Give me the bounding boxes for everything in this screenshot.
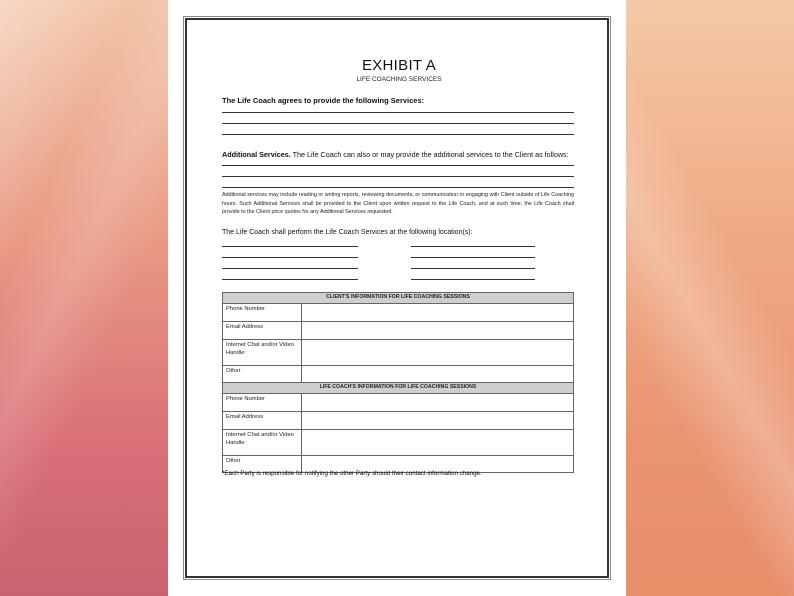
client-email-field[interactable] bbox=[302, 322, 574, 340]
document-subtitle: LIFE COACHING SERVICES bbox=[356, 76, 442, 83]
client-other-field[interactable] bbox=[302, 366, 574, 383]
client-table-header: CLIENT'S INFORMATION FOR LIFE COACHING SESSIONS bbox=[223, 293, 574, 304]
services-line-1 bbox=[222, 112, 574, 113]
coach-email-field[interactable] bbox=[302, 412, 574, 430]
client-phone-field[interactable] bbox=[302, 304, 574, 322]
coach-email-label: Email Address bbox=[223, 412, 302, 430]
location-line-left-2 bbox=[222, 257, 358, 258]
background-left bbox=[0, 0, 168, 596]
coach-table-header: LIFE COACH'S INFORMATION FOR LIFE COACHING SESSIONS bbox=[223, 383, 574, 394]
client-email-label: Email Address bbox=[223, 322, 302, 340]
additional-services-bold: Additional Services. bbox=[222, 150, 291, 159]
location-heading: The Life Coach shall perform the Life Coach Services at the following location(s): bbox=[222, 229, 473, 236]
additional-line-3 bbox=[222, 187, 574, 188]
table-row bbox=[223, 412, 574, 430]
location-line-left-4 bbox=[222, 279, 358, 280]
client-chat-label: Internet Chat and/or Video Handle: bbox=[223, 340, 302, 366]
additional-services-heading bbox=[222, 150, 569, 159]
location-line-right-1 bbox=[411, 246, 535, 247]
services-line-3 bbox=[222, 134, 574, 135]
coach-phone-field[interactable] bbox=[302, 394, 574, 412]
additional-services-paragraph: Additional services may include reading or writing reports, reviewing documents, or communication or engaging with Client outside of Life Coaching hours. Such Additional Services shall be provided to the Client upon written request to the Life Coach, and at such time, the Life Coach shall provide to the Client price quotes for any Additional Services requested. bbox=[222, 192, 574, 215]
location-line-right-2 bbox=[411, 257, 535, 258]
contact-info-table bbox=[222, 292, 574, 473]
coach-chat-field[interactable] bbox=[302, 430, 574, 456]
coach-chat-label: Internet Chat and/or Video Handle: bbox=[223, 430, 302, 456]
table-row bbox=[223, 394, 574, 412]
coach-other-label: Other bbox=[223, 456, 302, 473]
location-line-left-1 bbox=[222, 246, 358, 247]
table-row bbox=[223, 430, 574, 456]
client-chat-field[interactable] bbox=[302, 340, 574, 366]
client-phone-label: Phone Number bbox=[223, 304, 302, 322]
services-heading: The Life Coach agrees to provide the following Services: bbox=[222, 96, 425, 105]
services-line-2 bbox=[222, 123, 574, 124]
table-row bbox=[223, 340, 574, 366]
table-row bbox=[223, 304, 574, 322]
location-line-right-4 bbox=[411, 279, 535, 280]
additional-line-1 bbox=[222, 165, 574, 166]
table-row bbox=[223, 366, 574, 383]
coach-phone-label: Phone Number bbox=[223, 394, 302, 412]
additional-services-rest: The Life Coach can also or may provide the additional services to the Client as follows: bbox=[290, 150, 569, 159]
location-line-right-3 bbox=[411, 268, 535, 269]
location-line-left-3 bbox=[222, 268, 358, 269]
background-right bbox=[626, 0, 794, 596]
client-other-label: Other bbox=[223, 366, 302, 383]
document-title: EXHIBIT A bbox=[361, 57, 437, 74]
footnote: *Each Party is responsible for notifying the other Party should their contact information change. bbox=[222, 470, 482, 477]
coach-table-header-row bbox=[223, 383, 574, 394]
client-table-header-row bbox=[223, 293, 574, 304]
table-row bbox=[223, 322, 574, 340]
additional-line-2 bbox=[222, 176, 574, 177]
document-page bbox=[185, 18, 609, 578]
